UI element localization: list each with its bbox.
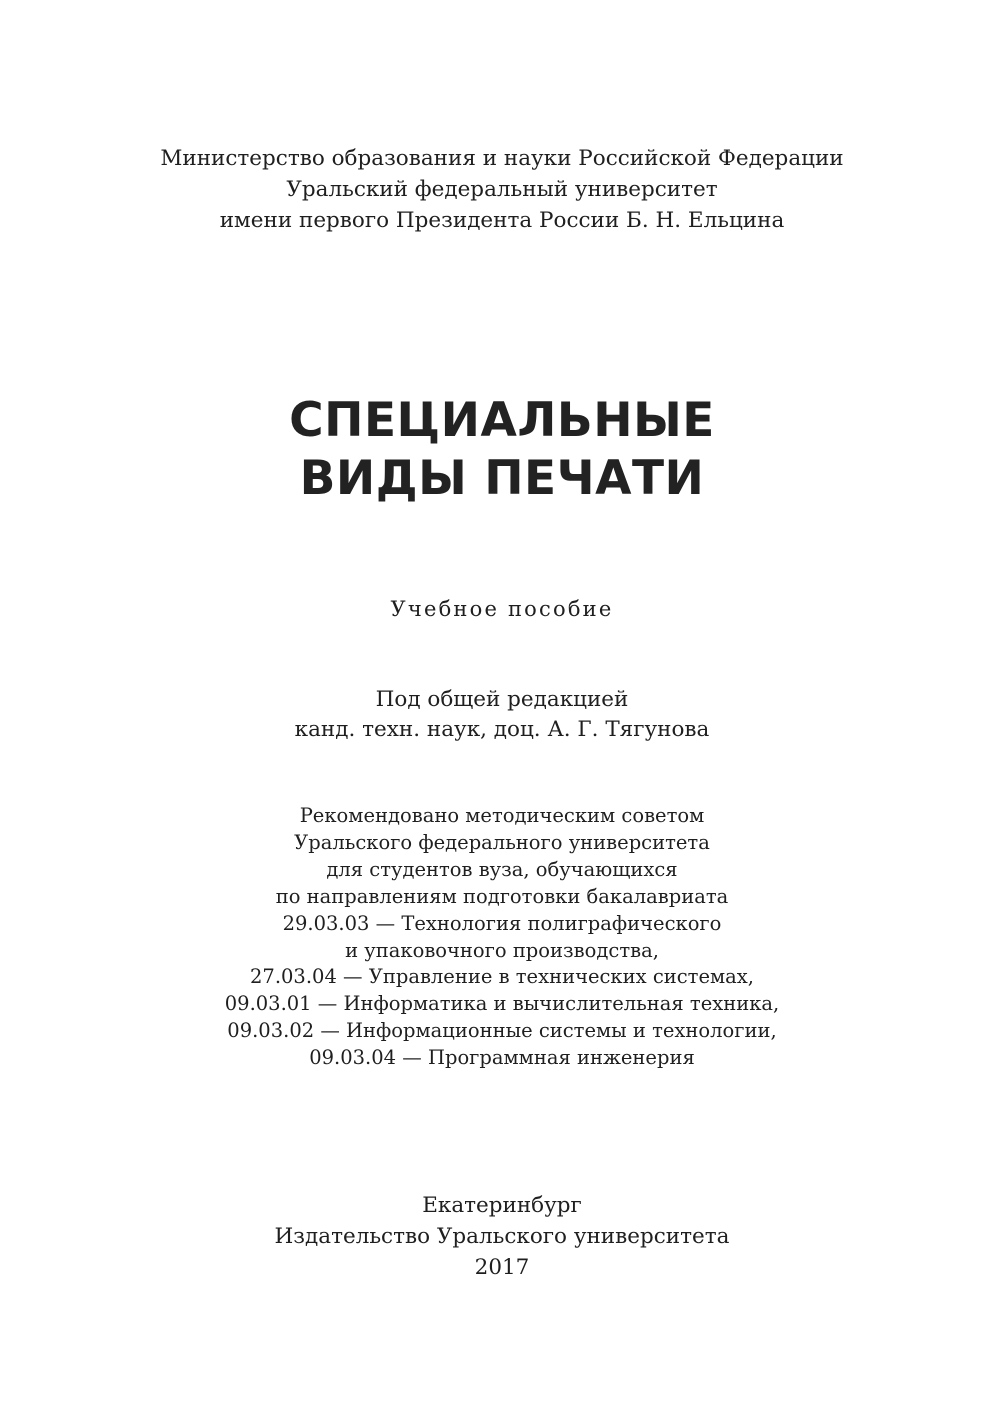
recommendation-line: 27.03.04 — Управление в технических системах, — [250, 965, 754, 989]
editor-info — [0, 685, 1004, 745]
imprint-year: 2017 — [474, 1255, 530, 1280]
book-title — [0, 392, 1004, 508]
recommendation-line: 09.03.01 — Информатика и вычислительная техника, — [224, 992, 780, 1016]
university-name-line: имени первого Президента России Б. Н. Ельцина — [219, 208, 785, 233]
recommendation-line: 09.03.02 — Информационные системы и технологии, — [227, 1019, 777, 1043]
book-type-label: Учебное пособие — [390, 597, 614, 621]
editor-line-2: канд. техн. наук, доц. А. Г. Тягунова — [294, 717, 710, 742]
imprint-publisher: Издательство Уральского университета — [274, 1224, 730, 1249]
recommendation-line: 09.03.04 — Программная инженерия — [309, 1046, 695, 1070]
recommendation-line: 29.03.03 — Технология полиграфического — [282, 911, 722, 935]
recommendation-line: и упаковочного производства, — [345, 938, 659, 962]
recommendation-line: для студентов вуза, обучающихся — [326, 857, 678, 881]
imprint-city: Екатеринбург — [422, 1193, 582, 1218]
recommendation-line: по направлениям подготовки бакалавриата — [275, 884, 729, 908]
recommendation-line: Рекомендовано методическим советом — [299, 804, 705, 827]
recommendation-block — [0, 803, 1004, 1072]
imprint — [0, 1190, 1004, 1283]
editor-line-1: Под общей редакцией — [375, 687, 629, 712]
book-title-line-2: ВИДЫ ПЕЧАТИ — [299, 451, 705, 506]
ministry-line: Министерство образования и науки Российской Федерации — [160, 146, 844, 171]
institution-header — [0, 143, 1004, 236]
recommendation-line: Уральского федерального университета — [294, 830, 710, 854]
university-line: Уральский федеральный университет — [286, 177, 718, 202]
book-title-line-1: СПЕЦИАЛЬНЫЕ — [289, 393, 715, 448]
book-type — [0, 594, 1004, 624]
